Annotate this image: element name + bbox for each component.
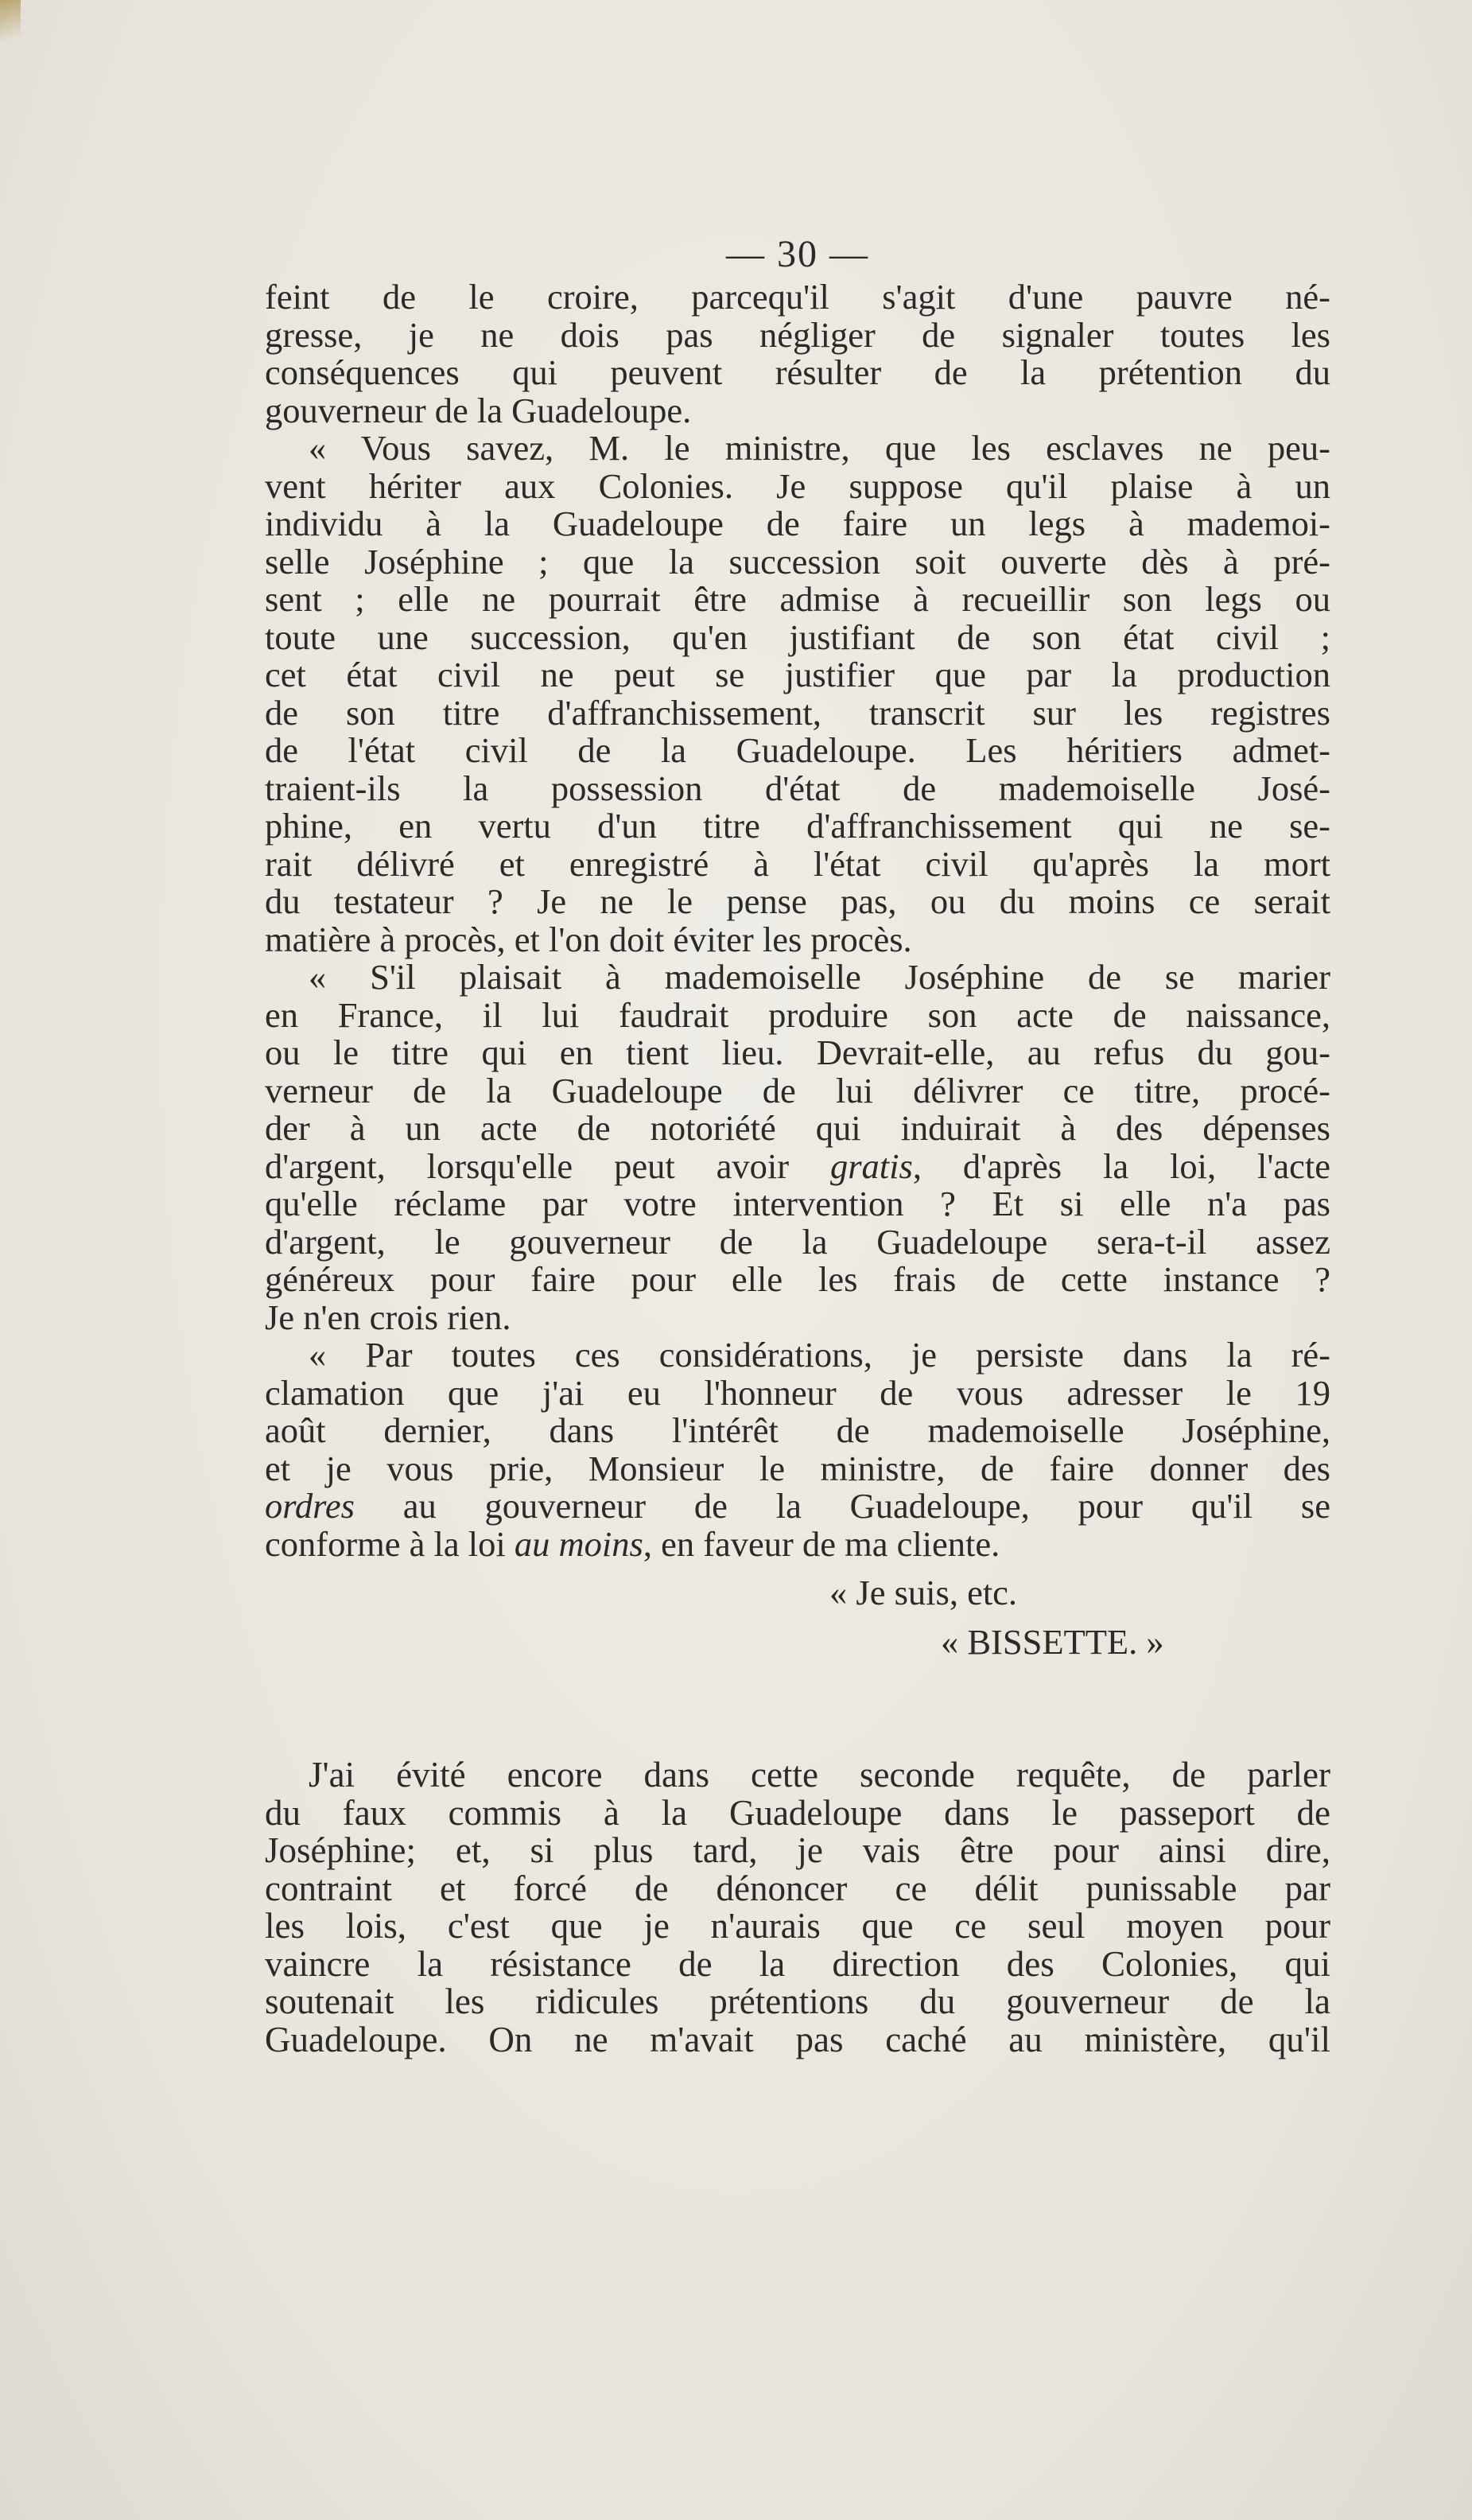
text-line: de son titre d'affranchissement, transcrit sur les registres [265,692,1330,733]
italic-word-gratis: gratis [829,1145,913,1186]
paragraph-2 [265,430,1330,959]
text-line: gouverneur de la Guadeloupe. [265,390,692,430]
text-line-with-italic [265,1145,1330,1186]
text-line: du faux commis à la Guadeloupe dans le passeport de [265,1792,1330,1833]
page-text [265,231,1330,2059]
text-line: et je vous prie, Monsieur le ministre, de faire donner des [265,1448,1330,1488]
text-line: conséquences qui peuvent résulter de la prétention du [265,352,1330,392]
section-spacer [265,1661,1330,1756]
text-line: rait délivré et enregistré à l'état civil qu'après la mort [265,843,1330,884]
paragraph-4 [265,1336,1330,1563]
text-line: der à un acte de notoriété qui induirait à des dépenses [265,1108,1330,1148]
text-line: feint de le croire, parcequ'il s'agit d'une pauvre né- [265,277,1330,317]
text-line: de l'état civil de la Guadeloupe. Les héritiers admet- [265,730,1330,770]
text-line: toute une succession, qu'en justifiant de son état civil ; [265,616,1330,657]
paragraph-1 [265,278,1330,430]
text-line: phine, en vertu d'un titre d'affranchissement qui ne se- [265,806,1330,846]
text-line: clamation que j'ai eu l'honneur de vous adresser le 19 [265,1372,1330,1413]
letter-signature: « BISSETTE. » [941,1621,1164,1662]
text-line: généreux pour faire pour elle les frais de cette instance ? [265,1259,1330,1299]
text-segment: d'argent, lorsqu'elle peut avoir [265,1145,830,1186]
italic-word-ordres: ordres [265,1486,355,1526]
text-segment: au gouverneur de la Guadeloupe, pour qu'il se [354,1486,1330,1526]
text-line: selle Joséphine ; que la succession soit ouverte dès à pré- [265,541,1330,581]
text-line: « S'il plaisait à mademoiselle Joséphine de se marier [309,957,1330,997]
text-line: d'argent, le gouverneur de la Guadeloupe sera-t-il assez [265,1221,1330,1262]
text-line: du testateur ? Je ne le pense pas, ou du moins ce serait [265,881,1330,921]
text-line: cet état civil ne peut se justifier que par la production [265,655,1330,694]
text-line: contraint et forcé de dénoncer ce délit punissable par [265,1868,1330,1908]
text-line: traient-ils la possession d'état de mademoiselle José- [265,768,1330,808]
text-line: Guadeloupe. On ne m'avait pas caché au ministère, qu'il [265,2019,1330,2059]
italic-words-au-moins: au moins [514,1523,643,1564]
page-number: — 30 — [726,233,869,275]
paragraph-5 [265,1756,1330,2059]
text-line: sent ; elle ne pourrait être admise à recueillir son legs ou [265,579,1330,619]
text-line: qu'elle réclame par votre intervention ? Et si elle n'a pas [265,1184,1330,1223]
paragraph-3 [265,959,1330,1336]
text-line: soutenait les ridicules prétentions du gouverneur de la [265,1981,1330,2021]
text-line-with-italic [265,1488,1330,1526]
text-line: « Vous savez, M. le ministre, que les esclaves ne peu- [309,428,1330,468]
text-line: gresse, je ne dois pas négliger de signaler toutes les [265,314,1330,355]
text-line: Joséphine; et, si plus tard, je vais être pour ainsi dire, [265,1830,1330,1870]
text-segment: conforme à la loi [265,1523,515,1564]
text-line: verneur de la Guadeloupe de lui délivrer ce titre, procé- [265,1070,1330,1110]
page-corner-stain [0,0,21,56]
text-segment: , en faveur de ma cliente. [643,1523,1000,1564]
text-line: ou le titre qui en tient lieu. Devrait-elle, au refus du gou- [265,1032,1330,1072]
text-segment: , d'après la loi, l'acte [912,1145,1330,1186]
text-line: vaincre la résistance de la direction des Colonies, qui [265,1943,1330,1984]
text-line: vent hériter aux Colonies. Je suppose qu'il plaise à un [265,465,1330,506]
text-line: « Par toutes ces considérations, je persiste dans la ré- [309,1335,1330,1375]
text-line: individu à la Guadeloupe de faire un legs à mademoi- [265,504,1330,543]
letter-closing: « Je suis, etc. [829,1573,1018,1612]
text-line-with-italic [265,1523,1330,1564]
text-line: en France, il lui faudrait produire son acte de naissance, [265,994,1330,1035]
text-line: J'ai évité encore dans cette seconde requête, de parler [309,1755,1330,1795]
text-line: août dernier, dans l'intérêt de mademoiselle Joséphine, [265,1410,1330,1450]
text-line: Je n'en crois rien. [265,1297,511,1337]
text-line: les lois, c'est que je n'aurais que ce seul moyen pour [265,1906,1330,1946]
text-line: matière à procès, et l'on doit éviter les procès. [265,919,912,959]
